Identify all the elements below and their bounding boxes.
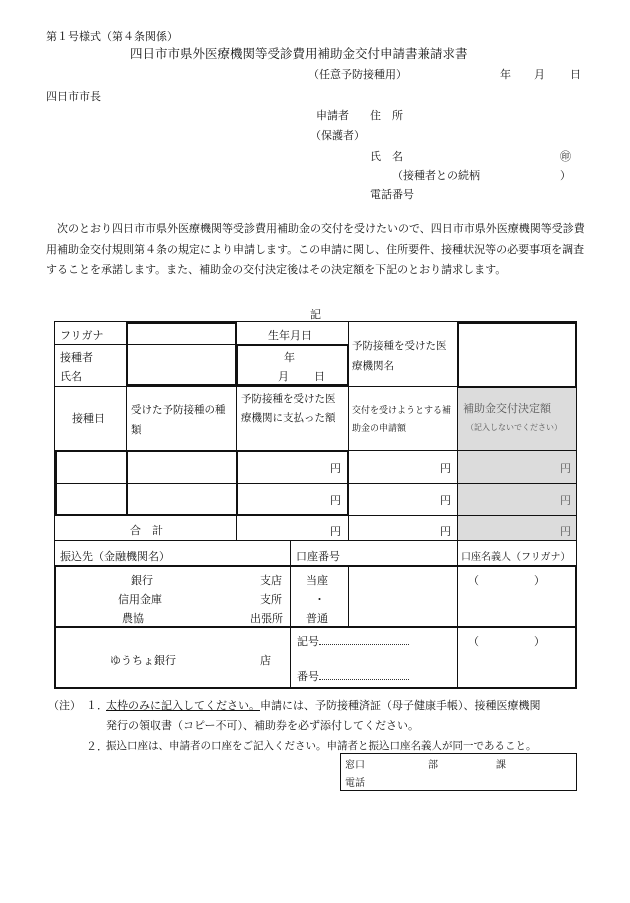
holder-paren-1: （ ） (468, 574, 545, 587)
phone-label: 電話番号 (370, 188, 414, 201)
yen-request-total: 円 (440, 525, 451, 538)
bank-row-divider (54, 626, 577, 628)
branch-label: 支店 (260, 574, 282, 587)
col-request-label: 交付を受けようとする補助金の申請額 (352, 406, 452, 434)
toza-label: 当座 (306, 574, 328, 587)
office-dept-label: 部 (428, 760, 438, 771)
bd-day-label: 日 (314, 370, 325, 383)
shinkin-label: 信用金庫 (118, 593, 162, 606)
bango-field[interactable] (297, 668, 409, 684)
office-phone-label: 電話 (345, 778, 365, 789)
institution-label: 予防接種を受けた医療機関名 (352, 340, 447, 372)
notes-label: （注） (48, 699, 81, 712)
yen-decision-2: 円 (560, 494, 571, 507)
thick-divider-1 (126, 450, 128, 515)
office-window-label: 窓口 (345, 760, 365, 771)
date-day-label: 日 (570, 68, 581, 81)
nokyo-label: 農協 (122, 612, 144, 625)
note1 (106, 697, 541, 713)
name-label: 氏 名 (370, 150, 403, 163)
name-input-box[interactable] (126, 322, 237, 386)
col-type-label: 受けた予防接種の種類 (131, 404, 226, 436)
bango-label: 番号 (297, 670, 319, 683)
col-decision-label: 補助金交付決定額 (463, 402, 551, 415)
yucho-label: ゆうちょ銀行 (110, 654, 176, 667)
holder-paren-2: （ ） (468, 635, 545, 648)
vaccination-rows-box[interactable] (55, 450, 349, 516)
note2: 振込口座は、申請者の口座をご記入ください。申請者と振込口座名義人が同一であること。 (106, 740, 537, 752)
date-month-label: 月 (534, 68, 545, 81)
futsu-label: 普通 (306, 612, 328, 625)
kigo-label: 記号 (297, 635, 319, 648)
furigana-label: フリガナ (60, 329, 104, 342)
bd-month-label: 月 (278, 370, 289, 383)
addressee: 四日市市長 (46, 90, 101, 103)
form-subtitle: （任意予防接種用） (308, 68, 407, 81)
note1-number: １． (86, 699, 108, 712)
yen-paid-1: 円 (330, 462, 341, 475)
thick-divider-2 (236, 450, 238, 515)
dot-separator: ・ (314, 593, 325, 606)
office-box (340, 753, 577, 791)
birthdate-label: 生年月日 (268, 329, 312, 342)
guardian-label: （保護者） (310, 129, 365, 142)
date-year-label: 年 (500, 68, 511, 81)
applicant-label: 申請者 (316, 109, 349, 122)
total-label: 合 計 (130, 524, 163, 537)
yen-decision-1: 円 (560, 462, 571, 475)
bank-dest-label: 振込先（金融機関名） (60, 550, 170, 563)
kigo-field[interactable] (297, 633, 409, 649)
col-decision-note: （記入しないでください） (466, 423, 562, 432)
yen-request-2: 円 (440, 494, 451, 507)
institution-input-box[interactable] (457, 322, 577, 388)
relation-close: ） (560, 169, 571, 182)
yen-paid-total: 円 (330, 525, 341, 538)
form-number: 第１号様式（第４条関係） (46, 30, 178, 43)
yen-decision-total: 円 (560, 525, 571, 538)
intro-paragraph: 次のとおり四日市市県外医療機関等受診費用補助金の交付を受けたいので、四日市市県外医療機関等受診費用補助金交付規則第４条の規定により申請します。この申請に関し、住所要件、接種状況等の必要事項を調査することを承諾します。また、補助金の交付決定後はその決定額を下記のとおり請求します。 (46, 222, 585, 276)
col-date-label: 接種日 (72, 412, 105, 425)
col-paid-label: 予防接種を受けた医療機関に支払った額 (241, 393, 336, 424)
bank-label: 銀行 (131, 574, 153, 587)
bd-year-label: 年 (284, 351, 295, 364)
relation-label: （接種者との続柄 (392, 169, 480, 182)
address-label: 住 所 (370, 109, 403, 122)
note1-rest: 申請には、予防接種済証（母子健康手帳）、接種医療機関 (260, 699, 541, 712)
account-no-label: 口座番号 (296, 550, 340, 563)
note1-line2: 発行の領収書（コピー不可）、補助券を必ず添付してください。 (106, 719, 420, 732)
office-section-label: 課 (496, 760, 506, 771)
form-title: 四日市市県外医療機関等受診費用補助金交付申請書兼請求書 (130, 46, 468, 61)
yen-paid-2: 円 (330, 494, 341, 507)
note2-number: ２． (86, 740, 108, 753)
branch3-label: 出張所 (250, 612, 283, 625)
recipient-name-label: 氏名 (60, 370, 82, 383)
holder-label: 口座名義人（フリガナ） (461, 552, 571, 563)
note1-emphasis: 太枠のみに記入してください。 (106, 699, 260, 712)
ki-label: 記 (310, 308, 321, 321)
recipient-label: 接種者 (60, 351, 93, 364)
branch2-label: 支所 (260, 593, 282, 606)
seal-mark: ㊞ (560, 150, 571, 163)
yen-request-1: 円 (440, 462, 451, 475)
store-label: 店 (260, 654, 271, 667)
